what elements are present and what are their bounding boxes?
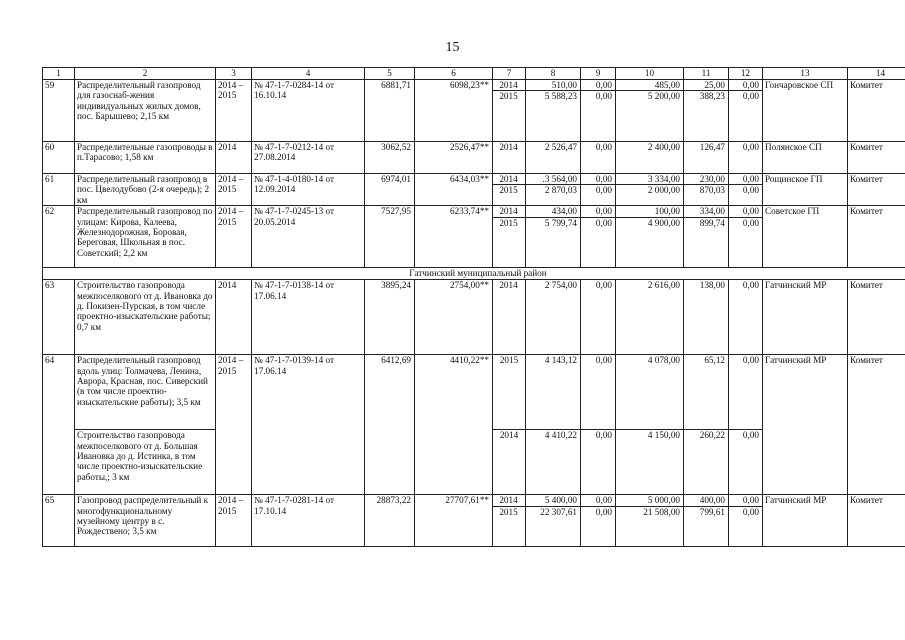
amount-c8 — [526, 280, 581, 355]
estimated-cost: 6974,01 — [365, 174, 415, 206]
header-cell: 10 — [616, 68, 684, 80]
amount-c8 — [526, 142, 581, 174]
years: 2014 – 2015 — [216, 206, 252, 268]
year-split — [493, 280, 526, 355]
amount-c12 — [729, 142, 763, 174]
amount-c11-value: 899,74 — [699, 217, 725, 228]
header-cell: 6 — [415, 68, 493, 80]
page-number: 15 — [445, 40, 460, 55]
year-split-value: 2014 — [493, 206, 525, 217]
amount-c10 — [616, 495, 684, 547]
years: 2014 – 2015 — [216, 355, 252, 495]
amount-c9 — [581, 80, 616, 142]
municipality: Гончаровское СП — [763, 80, 848, 142]
total-cost: 27707,61** — [415, 495, 493, 547]
header-row — [43, 68, 905, 80]
header-cell: 12 — [729, 68, 763, 80]
amount-c12-value: 0,00 — [742, 280, 759, 291]
amount-c11-value: 388,23 — [699, 91, 725, 102]
year-split-value: 2014 — [493, 174, 525, 185]
header-cell: 1 — [43, 68, 75, 80]
total-cost: 2526,47** — [415, 142, 493, 174]
table-row — [43, 80, 905, 142]
estimated-cost: 6412,69 — [365, 355, 415, 495]
amount-c11-value: 799,61 — [699, 506, 725, 517]
amount-c8-value: 2 754,00 — [544, 280, 577, 291]
amount-c8: 4 143,12 — [526, 355, 581, 430]
amount-c11-value: 870,03 — [699, 185, 725, 196]
municipality: Полянское СП — [763, 142, 848, 174]
amount-c10-value: 3 334,00 — [616, 174, 683, 185]
amount-c12-value: 0,00 — [742, 217, 759, 228]
amount-c10 — [616, 206, 684, 268]
amount-c10-value: 2 616,00 — [647, 280, 680, 291]
table-row — [43, 495, 905, 547]
row-number: 62 — [43, 206, 75, 268]
years: 2014 — [216, 142, 252, 174]
amount-c9-value: 0,00 — [581, 174, 615, 185]
amount-c11: 260,22 — [684, 430, 729, 495]
amount-c10: 4 150,00 — [616, 430, 684, 495]
amount-c11-value: 334,00 — [684, 206, 728, 217]
year-split-value: 2014 — [493, 80, 525, 91]
amount-c10: 4 078,00 — [616, 355, 684, 430]
amount-c10-value: 4 900,00 — [647, 217, 680, 228]
amount-c12-value: 0,00 — [742, 142, 759, 152]
customer: Комитет — [848, 280, 905, 355]
amount-c12-value: 0,00 — [729, 174, 762, 185]
section-title: Гатчинский муниципальный район — [43, 268, 905, 280]
amount-c10-value: 100,00 — [616, 206, 683, 217]
amount-c11 — [684, 80, 729, 142]
amount-c11-value: 25,00 — [684, 80, 728, 91]
amount-c12 — [729, 495, 763, 547]
municipality: Гатчинский МР — [763, 495, 848, 547]
year-split-value: 2015 — [499, 506, 518, 517]
year-split-value: 2014 — [493, 495, 525, 506]
permit-doc: № 47-1-7-0245-13 от 20.05.2014 — [252, 206, 365, 268]
estimated-cost: 3062,52 — [365, 142, 415, 174]
amount-c11-value: 138,00 — [699, 280, 725, 291]
amount-c11 — [684, 174, 729, 206]
header-cell: 7 — [493, 68, 526, 80]
year-split — [493, 80, 526, 142]
amount-c11: 65,12 — [684, 355, 729, 430]
amount-c8-value: 5 588,23 — [544, 91, 577, 102]
year-split — [493, 142, 526, 174]
amount-c9 — [581, 495, 616, 547]
amount-c9 — [581, 142, 616, 174]
customer: Комитет — [848, 206, 905, 268]
total-cost: 6233,74** — [415, 206, 493, 268]
object-name: Газопровод распределительный к многофункциональному музейному центру в с. Рождествено; 3,5 км — [75, 495, 216, 547]
municipality: Гатчинский МР — [763, 280, 848, 355]
amount-c8-value: 434,00 — [526, 206, 580, 217]
years: 2014 – 2015 — [216, 80, 252, 142]
amount-c10-value: 5 000,00 — [616, 495, 683, 506]
object-name: Распределительный газопровод вдоль улиц: Толмачева, Ленина, Аврора, Красная, пос. Сиверский (в том числе проектно-изыскательские работы); 3,5 км — [75, 355, 216, 430]
amount-c8-value: 5 400,00 — [526, 495, 580, 506]
year-split — [493, 206, 526, 268]
amount-c10-value: 21 508,00 — [643, 506, 680, 517]
amount-c9 — [581, 280, 616, 355]
amount-c8-value: 5 799,74 — [544, 217, 577, 228]
amount-c12-value: 0,00 — [742, 91, 759, 102]
amount-c10 — [616, 174, 684, 206]
amount-c9: 0,00 — [581, 430, 616, 495]
row-number: 60 — [43, 142, 75, 174]
amount-c8-value: 22 307,61 — [540, 506, 577, 517]
object-name: Распределительный газопровод в пос. Цвелодубово (2-я очередь); 2 км — [75, 174, 216, 206]
amount-c11 — [684, 142, 729, 174]
amount-c12: 0,00 — [729, 355, 763, 430]
header-cell: 14 — [848, 68, 905, 80]
table-row — [43, 142, 905, 174]
estimated-cost: 7527,95 — [365, 206, 415, 268]
customer: Комитет — [848, 80, 905, 142]
amount-c8-value: .3 564,00 — [526, 174, 580, 185]
header-cell: 3 — [216, 68, 252, 80]
years: 2014 – 2015 — [216, 495, 252, 547]
total-cost: 6434,03** — [415, 174, 493, 206]
amount-c9-value: 0,00 — [595, 142, 612, 152]
amount-c9-value: 0,00 — [595, 185, 612, 196]
permit-doc: № 47-1-7-0139-14 от 17.06.14 — [252, 355, 365, 495]
year-split-value: 2014 — [499, 142, 518, 152]
amount-c9-value: 0,00 — [595, 506, 612, 517]
amount-c8-value: 2 870,03 — [544, 185, 577, 196]
year-split-value: 2015 — [499, 185, 518, 196]
header-cell: 4 — [252, 68, 365, 80]
amount-c9-value: 0,00 — [581, 206, 615, 217]
amount-c9: 0,00 — [581, 355, 616, 430]
amount-c10-value: 5 200,00 — [647, 91, 680, 102]
row-number: 59 — [43, 80, 75, 142]
amount-c10 — [616, 80, 684, 142]
amount-c12-value: 0,00 — [729, 206, 762, 217]
amount-c12 — [729, 174, 763, 206]
estimated-cost: 6881,71 — [365, 80, 415, 142]
amount-c12-value: 0,00 — [742, 506, 759, 517]
table-row — [43, 174, 905, 206]
amount-c8 — [526, 206, 581, 268]
year-split: 2015 — [493, 355, 526, 430]
amount-c8-value: 2 526,47 — [544, 142, 577, 152]
total-cost: 4410,22** — [415, 355, 493, 495]
permit-doc: № 47-1-7-0281-14 от 17.10.14 — [252, 495, 365, 547]
amount-c12 — [729, 206, 763, 268]
customer: Комитет — [848, 174, 905, 206]
municipality: Рощинское ГП — [763, 174, 848, 206]
table-row — [43, 280, 905, 355]
amount-c10 — [616, 142, 684, 174]
object-name: Строительство газопровода межпоселкового от д. Большая Ивановка до д. Истинка, в том числе проектно-изыскательские работы,; 3 км — [75, 430, 216, 495]
amount-c10-value: 2 400,00 — [647, 142, 680, 152]
object-name: Распределительный газопровод по улицам: Кирова, Калеева, Железнодорожная, Боровая, Береговая, Школьная в пос. Советский; 2,2 км — [75, 206, 216, 268]
amount-c12 — [729, 80, 763, 142]
year-split-value: 2014 — [499, 280, 518, 291]
row-number: 64 — [43, 355, 75, 495]
permit-doc: № 47-1-7-0212-14 от 27.08.2014 — [252, 142, 365, 174]
header-cell: 11 — [684, 68, 729, 80]
amount-c12 — [729, 280, 763, 355]
program-table — [42, 67, 905, 547]
amount-c11-value: 230,00 — [684, 174, 728, 185]
amount-c8-value: 510,00 — [526, 80, 580, 91]
row-number: 65 — [43, 495, 75, 547]
amount-c8 — [526, 495, 581, 547]
amount-c9-value: 0,00 — [595, 217, 612, 228]
amount-c12-value: 0,00 — [742, 185, 759, 196]
total-cost: 2754,00** — [415, 280, 493, 355]
row-number: 63 — [43, 280, 75, 355]
amount-c11 — [684, 206, 729, 268]
section-row — [43, 268, 905, 280]
amount-c10-value: 485,00 — [616, 80, 683, 91]
amount-c8: 4 410,22 — [526, 430, 581, 495]
amount-c9 — [581, 174, 616, 206]
header-cell: 5 — [365, 68, 415, 80]
year-split-value: 2015 — [499, 217, 518, 228]
header-cell: 2 — [75, 68, 216, 80]
year-split — [493, 495, 526, 547]
amount-c9-value: 0,00 — [595, 91, 612, 102]
table-row — [43, 355, 905, 430]
header-cell: 8 — [526, 68, 581, 80]
amount-c11 — [684, 495, 729, 547]
permit-doc: № 47-1-4-0180-14 от 12.09.2014 — [252, 174, 365, 206]
permit-doc: № 47-1-7-0138-14 от 17.06.14 — [252, 280, 365, 355]
years: 2014 – 2015 — [216, 174, 252, 206]
estimated-cost: 3895,24 — [365, 280, 415, 355]
amount-c9 — [581, 206, 616, 268]
amount-c11 — [684, 280, 729, 355]
amount-c12: 0,00 — [729, 430, 763, 495]
customer: Комитет — [848, 142, 905, 174]
year-split: 2014 — [493, 430, 526, 495]
amount-c8 — [526, 174, 581, 206]
estimated-cost: 28873,22 — [365, 495, 415, 547]
amount-c11-value: 400,00 — [684, 495, 728, 506]
object-name: Распределительные газопроводы в п.Тарасово; 1,58 км — [75, 142, 216, 174]
amount-c9-value: 0,00 — [581, 495, 615, 506]
municipality: Гатчинский МР — [763, 355, 848, 495]
year-split — [493, 174, 526, 206]
amount-c9-value: 0,00 — [581, 80, 615, 91]
customer: Комитет — [848, 355, 905, 495]
year-split-value: 2015 — [499, 91, 518, 102]
municipality: Советское ГП — [763, 206, 848, 268]
amount-c10 — [616, 280, 684, 355]
amount-c12-value: 0,00 — [729, 495, 762, 506]
amount-c9-value: 0,00 — [595, 280, 612, 291]
header-cell: 9 — [581, 68, 616, 80]
amount-c8 — [526, 80, 581, 142]
row-number: 61 — [43, 174, 75, 206]
amount-c11-value: 126,47 — [699, 142, 725, 152]
amount-c10-value: 2 000,00 — [647, 185, 680, 196]
years: 2014 — [216, 280, 252, 355]
header-cell: 13 — [763, 68, 848, 80]
object-name: Строительство газопровода межпоселкового от д. Ивановка до д. Покизен-Пурская, в том числе проектно-изыскательские работы; 0,7 км — [75, 280, 216, 355]
customer: Комитет — [848, 495, 905, 547]
amount-c12-value: 0,00 — [729, 80, 762, 91]
total-cost: 6098,23** — [415, 80, 493, 142]
table-row — [43, 206, 905, 268]
permit-doc: № 47-1-7-0284-14 от 16.10.14 — [252, 80, 365, 142]
object-name: Распределительный газопровод для газоснаб-жения индивидуальных жилых домов, пос. Барышево; 2,15 км — [75, 80, 216, 142]
